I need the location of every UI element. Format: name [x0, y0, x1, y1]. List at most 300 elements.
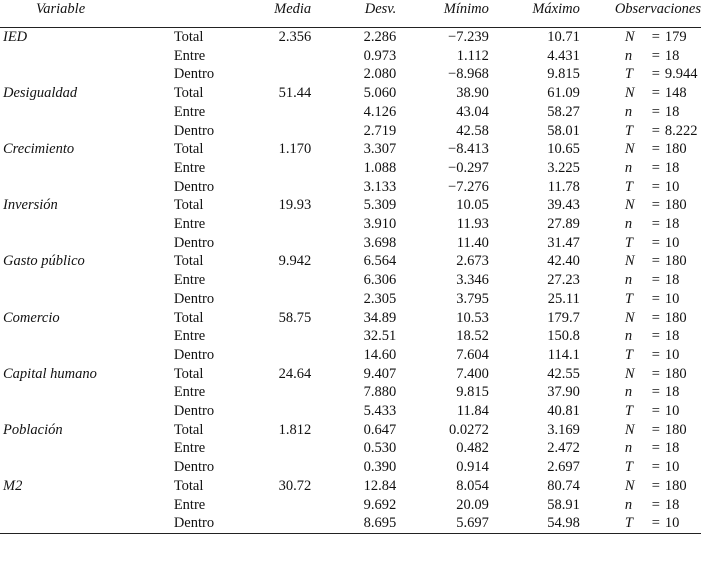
observations-symbol: n: [624, 328, 633, 345]
observations-equals: =: [651, 328, 660, 345]
media-value: [241, 215, 311, 234]
observations-symbol: T: [624, 346, 633, 363]
media-value: [241, 159, 311, 178]
variable-name: Crecimiento: [3, 141, 75, 158]
variable-name: [0, 458, 174, 477]
component-label: Entre: [173, 496, 206, 513]
table-row: [0, 514, 701, 533]
media-value: [241, 178, 311, 197]
observations-value: 18: [664, 496, 680, 513]
observations-symbol: N: [624, 141, 635, 158]
min-value: −7.276: [448, 178, 489, 195]
table-row: [0, 215, 701, 234]
component-label: Total: [173, 85, 204, 102]
table-row: [0, 402, 701, 421]
observations-equals: =: [651, 309, 660, 326]
variable-group: [0, 477, 701, 534]
observations-symbol: n: [624, 440, 633, 457]
table-row: [0, 28, 701, 47]
max-value: 3.225: [547, 159, 580, 176]
observations-value: 180: [664, 477, 687, 494]
min-value: −0.297: [448, 159, 489, 176]
table-row: [0, 84, 701, 103]
observations-value: 180: [664, 365, 687, 382]
component-label: Total: [173, 309, 204, 326]
media-value: [241, 346, 311, 365]
desv-value: 2.305: [363, 290, 397, 307]
max-value: 27.23: [547, 272, 580, 289]
observations-symbol: n: [624, 103, 633, 120]
observations-value: 10: [664, 515, 680, 532]
max-value: 4.431: [547, 47, 580, 64]
observations-symbol: T: [624, 234, 633, 251]
observations-symbol: n: [624, 384, 633, 401]
desv-value: 3.307: [363, 141, 397, 158]
media-value: [241, 290, 311, 309]
min-value: 11.40: [456, 234, 489, 251]
observations-equals: =: [651, 440, 660, 457]
desv-value: 12.84: [363, 477, 397, 494]
table-row: [0, 252, 701, 271]
observations-symbol: T: [624, 403, 633, 420]
table-row: [0, 196, 701, 215]
variable-group: [0, 309, 701, 365]
header-observaciones: Observaciones: [614, 1, 701, 17]
desv-value: 5.060: [363, 85, 397, 102]
desv-value: 3.133: [363, 178, 397, 195]
observations-cell: [580, 421, 701, 440]
min-value: 7.400: [456, 365, 489, 382]
max-value: 25.11: [547, 290, 580, 307]
table-row: [0, 140, 701, 159]
observations-symbol: N: [624, 309, 635, 326]
component-label: Total: [173, 253, 204, 270]
observations-symbol: n: [624, 216, 633, 233]
observations-symbol: N: [624, 421, 635, 438]
observations-value: 8.222: [664, 122, 698, 139]
media-value: [241, 439, 311, 458]
observations-cell: [580, 28, 701, 47]
max-value: 114.1: [547, 346, 580, 363]
desv-value: 5.433: [363, 403, 397, 420]
observations-value: 18: [664, 103, 680, 120]
observations-value: 18: [664, 328, 680, 345]
media-value: [241, 47, 311, 66]
media-value: [241, 458, 311, 477]
table-row: [0, 178, 701, 197]
media-value: [241, 327, 311, 346]
observations-equals: =: [651, 122, 660, 139]
observations-symbol: N: [624, 253, 635, 270]
variable-group: [0, 196, 701, 252]
min-value: 20.09: [456, 496, 489, 513]
max-value: 10.71: [547, 29, 580, 45]
media-value: 19.93: [278, 197, 312, 214]
observations-equals: =: [651, 346, 660, 363]
variable-name: [0, 65, 174, 84]
variable-name: [0, 327, 174, 346]
component-label: Entre: [173, 103, 206, 120]
observations-value: 18: [664, 216, 680, 233]
observations-cell: [580, 159, 701, 178]
table-row: [0, 103, 701, 122]
observations-equals: =: [651, 141, 660, 158]
observations-equals: =: [651, 365, 660, 382]
min-value: 38.90: [456, 85, 489, 102]
observations-equals: =: [651, 459, 660, 476]
observations-equals: =: [651, 197, 660, 214]
max-value: 61.09: [547, 85, 580, 102]
media-value: [241, 103, 311, 122]
variable-name: [0, 346, 174, 365]
observations-value: 18: [664, 272, 680, 289]
min-value: 43.04: [456, 103, 489, 120]
min-value: 0.914: [456, 459, 489, 476]
observations-equals: =: [651, 384, 660, 401]
observations-value: 18: [664, 440, 680, 457]
variable-name: [0, 47, 174, 66]
table-row: [0, 477, 701, 496]
observations-cell: [580, 65, 701, 84]
media-value: 30.72: [278, 477, 312, 494]
observations-symbol: N: [624, 29, 635, 45]
observations-cell: [580, 196, 701, 215]
observations-symbol: N: [624, 477, 635, 494]
table-row: [0, 439, 701, 458]
observations-value: 10: [664, 178, 680, 195]
observations-cell: [580, 215, 701, 234]
observations-equals: =: [651, 515, 660, 532]
observations-equals: =: [651, 234, 660, 251]
observations-equals: =: [651, 47, 660, 64]
desv-value: 6.564: [363, 253, 397, 270]
component-label: Dentro: [173, 515, 215, 532]
desv-value: 14.60: [363, 346, 397, 363]
min-value: 10.05: [456, 197, 489, 214]
observations-equals: =: [651, 421, 660, 438]
variable-name: Inversión: [3, 197, 58, 214]
min-value: −8.413: [448, 141, 489, 158]
observations-cell: [580, 365, 701, 384]
component-label: Entre: [173, 47, 206, 64]
observations-equals: =: [651, 272, 660, 289]
component-label: Entre: [173, 272, 206, 289]
observations-value: 9.944: [664, 66, 698, 83]
max-value: 58.01: [547, 122, 580, 139]
variable-name: [0, 271, 174, 290]
min-value: 9.815: [456, 384, 489, 401]
observations-equals: =: [651, 477, 660, 494]
media-value: 1.812: [278, 421, 312, 438]
media-value: [241, 514, 311, 533]
component-label: Total: [173, 141, 204, 158]
component-label: Dentro: [173, 178, 215, 195]
max-value: 2.697: [547, 459, 580, 476]
table-header: [0, 0, 701, 28]
table-row: [0, 309, 701, 328]
max-value: 80.74: [547, 477, 580, 494]
observations-value: 10: [664, 403, 680, 420]
min-value: −7.239: [448, 29, 489, 45]
desv-value: 2.286: [363, 29, 397, 45]
desv-value: 4.126: [363, 103, 397, 120]
table-row: [0, 290, 701, 309]
media-value: [241, 383, 311, 402]
media-value: 24.64: [278, 365, 312, 382]
max-value: 39.43: [547, 197, 580, 214]
observations-value: 179: [664, 29, 687, 45]
max-value: 3.169: [547, 421, 580, 438]
observations-equals: =: [651, 253, 660, 270]
observations-equals: =: [651, 66, 660, 83]
desv-value: 7.880: [363, 384, 397, 401]
observations-cell: [580, 252, 701, 271]
observations-value: 180: [664, 309, 687, 326]
component-label: Total: [173, 477, 204, 494]
variable-name: Comercio: [3, 309, 60, 326]
header-media: Media: [274, 1, 312, 17]
media-value: [241, 122, 311, 141]
observations-symbol: T: [624, 122, 633, 139]
observations-symbol: T: [624, 515, 633, 532]
header-row: [0, 0, 701, 28]
header-maximo: Máximo: [532, 1, 580, 17]
variable-name: [0, 514, 174, 533]
table-row: [0, 122, 701, 141]
variable-name: [0, 103, 174, 122]
observations-value: 10: [664, 459, 680, 476]
observations-symbol: N: [624, 197, 635, 214]
observations-value: 180: [664, 197, 687, 214]
observations-value: 180: [664, 421, 687, 438]
max-value: 11.78: [547, 178, 580, 195]
min-value: 1.112: [456, 47, 489, 64]
observations-cell: [580, 309, 701, 328]
variable-group: [0, 84, 701, 140]
variable-name: Desigualdad: [3, 85, 78, 102]
observations-equals: =: [651, 103, 660, 120]
max-value: 2.472: [547, 440, 580, 457]
table-row: [0, 47, 701, 66]
max-value: 58.91: [547, 496, 580, 513]
variable-group: [0, 421, 701, 477]
observations-cell: [580, 290, 701, 309]
observations-equals: =: [651, 85, 660, 102]
min-value: 0.0272: [448, 421, 489, 438]
min-value: 10.53: [456, 309, 489, 326]
media-value: [241, 496, 311, 515]
component-label: Entre: [173, 384, 206, 401]
observations-cell: [580, 496, 701, 515]
variable-group: [0, 140, 701, 196]
observations-equals: =: [651, 290, 660, 307]
component-label: Dentro: [173, 66, 215, 83]
component-label: Total: [173, 197, 204, 214]
observations-cell: [580, 234, 701, 253]
observations-value: 10: [664, 234, 680, 251]
desv-value: 3.698: [363, 234, 397, 251]
variable-group: [0, 28, 701, 85]
table-row: [0, 327, 701, 346]
observations-value: 148: [664, 85, 687, 102]
variable-name: [0, 402, 174, 421]
table-row: [0, 496, 701, 515]
max-value: 54.98: [547, 515, 580, 532]
observations-symbol: n: [624, 272, 633, 289]
variable-name: [0, 496, 174, 515]
variable-name: Gasto público: [3, 253, 85, 270]
media-value: [241, 65, 311, 84]
max-value: 31.47: [547, 234, 580, 251]
table-row: [0, 421, 701, 440]
observations-cell: [580, 327, 701, 346]
component-label: Entre: [173, 440, 206, 457]
observations-cell: [580, 458, 701, 477]
min-value: 3.795: [456, 290, 489, 307]
min-value: 8.054: [456, 477, 489, 494]
desv-value: 0.647: [363, 421, 397, 438]
component-label: Total: [173, 421, 204, 438]
observations-equals: =: [651, 29, 660, 45]
observations-cell: [580, 140, 701, 159]
min-value: 18.52: [456, 328, 489, 345]
desv-value: 34.89: [363, 309, 397, 326]
component-label: Total: [173, 29, 204, 45]
header-minimo: Mínimo: [443, 1, 489, 17]
component-label: Entre: [173, 328, 206, 345]
observations-symbol: n: [624, 496, 633, 513]
table-row: [0, 65, 701, 84]
media-value: 9.942: [278, 253, 312, 270]
component-label: Dentro: [173, 403, 215, 420]
min-value: 11.93: [456, 216, 489, 233]
component-label: Total: [173, 365, 204, 382]
variable-name: [0, 290, 174, 309]
observations-symbol: T: [624, 290, 633, 307]
header-variable: Variable: [36, 1, 86, 17]
observations-cell: [580, 477, 701, 496]
desv-value: 9.692: [363, 496, 397, 513]
variable-group: [0, 252, 701, 308]
table-row: [0, 458, 701, 477]
observations-cell: [580, 178, 701, 197]
variable-group: [0, 365, 701, 421]
observations-value: 18: [664, 384, 680, 401]
media-value: 58.75: [278, 309, 312, 326]
observations-symbol: T: [624, 66, 633, 83]
min-value: 2.673: [456, 253, 489, 270]
observations-cell: [580, 402, 701, 421]
observations-equals: =: [651, 403, 660, 420]
observations-value: 10: [664, 290, 680, 307]
min-value: 3.346: [456, 272, 489, 289]
header-desv: Desv.: [364, 1, 397, 17]
table-row: [0, 346, 701, 365]
component-label: Entre: [173, 159, 206, 176]
variable-name: [0, 178, 174, 197]
variable-name: [0, 383, 174, 402]
variable-name: [0, 234, 174, 253]
max-value: 42.55: [547, 365, 580, 382]
table-row: [0, 365, 701, 384]
observations-value: 18: [664, 47, 680, 64]
observations-value: 18: [664, 159, 680, 176]
observations-value: 180: [664, 141, 687, 158]
observations-equals: =: [651, 159, 660, 176]
table-row: [0, 383, 701, 402]
variable-name: [0, 122, 174, 141]
observations-symbol: N: [624, 85, 635, 102]
desv-value: 2.719: [363, 122, 397, 139]
observations-symbol: n: [624, 47, 633, 64]
component-label: Entre: [173, 216, 206, 233]
variable-name: [0, 159, 174, 178]
desv-value: 0.973: [363, 47, 397, 64]
table-row: [0, 234, 701, 253]
desv-value: 9.407: [363, 365, 397, 382]
min-value: 11.84: [456, 403, 489, 420]
media-value: [241, 234, 311, 253]
variable-name: IED: [3, 29, 28, 45]
observations-value: 10: [664, 346, 680, 363]
observations-cell: [580, 383, 701, 402]
min-value: 5.697: [456, 515, 489, 532]
component-label: Dentro: [173, 122, 215, 139]
observations-equals: =: [651, 216, 660, 233]
media-value: 2.356: [278, 29, 312, 45]
variable-name: Capital humano: [3, 365, 97, 382]
desv-value: 1.088: [363, 159, 397, 176]
media-value: [241, 271, 311, 290]
observations-symbol: N: [624, 365, 635, 382]
observations-cell: [580, 514, 701, 533]
component-label: Dentro: [173, 290, 215, 307]
max-value: 179.7: [547, 309, 580, 326]
max-value: 27.89: [547, 216, 580, 233]
component-label: Dentro: [173, 459, 215, 476]
observations-cell: [580, 103, 701, 122]
observations-cell: [580, 346, 701, 365]
desv-value: 32.51: [363, 328, 397, 345]
max-value: 10.65: [547, 141, 580, 158]
observations-cell: [580, 439, 701, 458]
max-value: 9.815: [547, 66, 580, 83]
variable-name: M2: [3, 477, 23, 494]
observations-cell: [580, 271, 701, 290]
component-label: Dentro: [173, 234, 215, 251]
media-value: 1.170: [278, 141, 312, 158]
header-component: [174, 0, 241, 28]
desv-value: 5.309: [363, 197, 397, 214]
max-value: 40.81: [547, 403, 580, 420]
desv-value: 3.910: [363, 216, 397, 233]
observations-cell: [580, 47, 701, 66]
min-value: 42.58: [456, 122, 489, 139]
observations-symbol: T: [624, 459, 633, 476]
desv-value: 6.306: [363, 272, 397, 289]
min-value: −8.968: [448, 66, 489, 83]
observations-equals: =: [651, 178, 660, 195]
observations-value: 180: [664, 253, 687, 270]
observations-equals: =: [651, 496, 660, 513]
max-value: 37.90: [547, 384, 580, 401]
media-value: [241, 402, 311, 421]
table-row: [0, 271, 701, 290]
max-value: 150.8: [547, 328, 580, 345]
variable-name: [0, 215, 174, 234]
desv-value: 2.080: [363, 66, 397, 83]
desv-value: 8.695: [363, 515, 397, 532]
